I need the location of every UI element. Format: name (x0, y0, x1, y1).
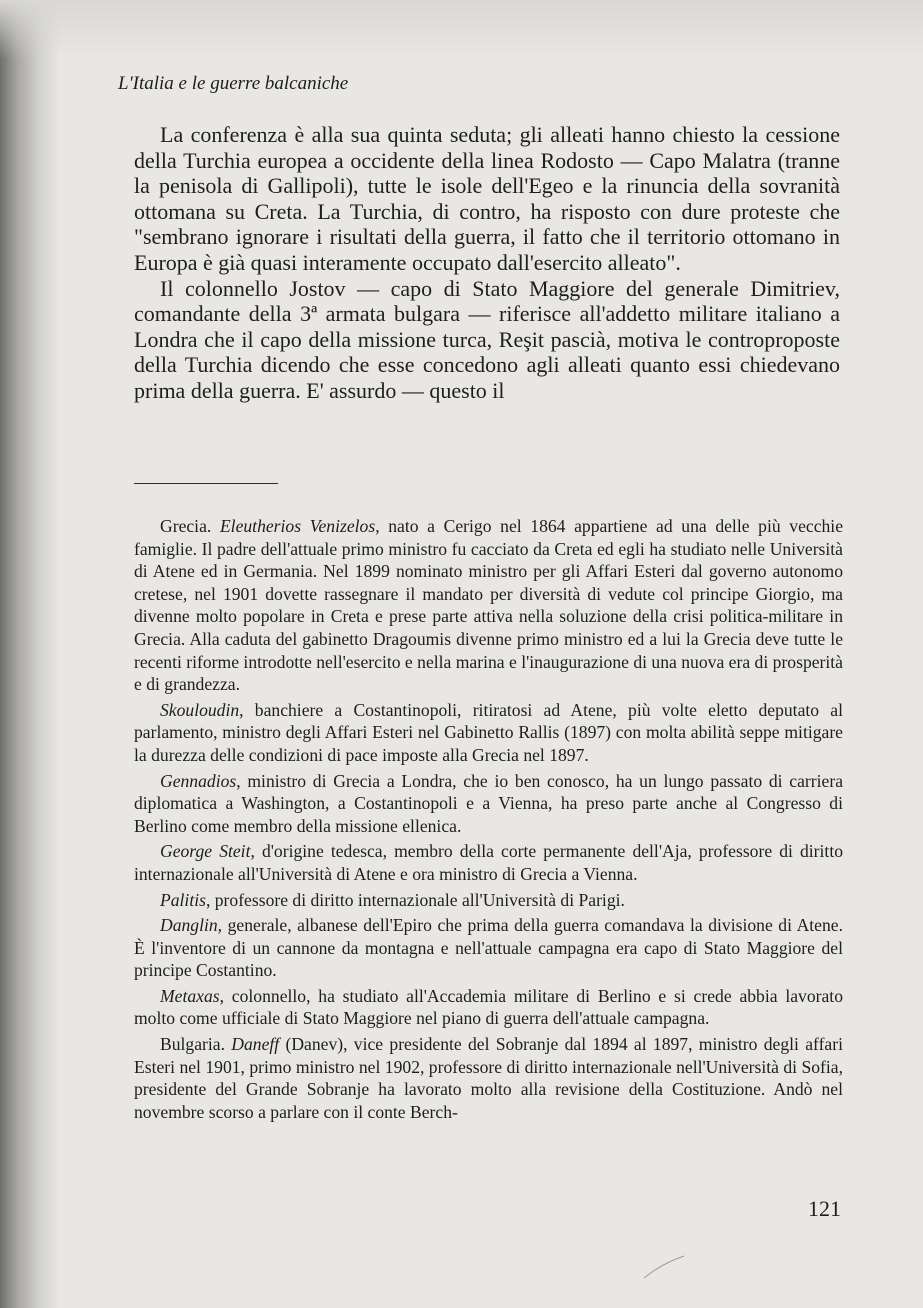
footnote (134, 515, 843, 696)
footnote-separator (134, 483, 278, 484)
footnotes (134, 515, 843, 1126)
footnote (134, 840, 843, 885)
footnote-text: , nato a Cerigo nel 1864 appartiene ad una delle più vecchie famiglie. Il padre dell'attuale primo ministro fu cacciato da Creta ed egli ha studiato nelle Università di Atene ed in Germania. Nel 1899 nominato ministro per gli Affari Esteri dal governo autonomo cretese, nel 1901 dovette rassegnare il mandato per diversità di vedute col principe Giorgio, ma divenne molto popolare in Creta e prese parte attiva nella soluzione della crisi politica-militare in Grecia. Alla caduta del gabinetto Dragoumis divenne primo ministro ed a lui la Grecia deve tutte le recenti riforme introdotte nell'esercito e nella marina e l'inaugurazione di una nuova era di prosperità e di grandezza. (134, 516, 844, 695)
footnote-name: Daneff (231, 1034, 280, 1055)
footnote-name: George Steit (160, 841, 251, 862)
footnote-text: , colonnello, ha studiato all'Accademia militare di Berlino e si crede abbia lavorato molto come ufficiale di Stato Maggiore nel piano di guerra dell'attuale campagna. (134, 985, 843, 1029)
footnote-name: Danglin (160, 915, 218, 936)
footnote-lead: Bulgaria. (160, 1034, 232, 1055)
footnote (134, 914, 843, 982)
page-number: 121 (808, 1196, 841, 1221)
running-head: L'Italia e le guerre balcaniche (118, 73, 349, 94)
footnote-name: Skouloudin (160, 699, 240, 720)
footnote (134, 770, 843, 838)
footnote-text: , banchiere a Costantinopoli, ritiratosi ad Atene, più volte eletto deputato al parlamento, ministro degli Affari Esteri nel Gabinetto Rallis (1897) con molta abilità seppe mitigare la durezza delle condizioni di pace imposte alla Grecia nel 1897. (134, 699, 843, 765)
footnote (134, 1033, 843, 1123)
page-gutter-shadow (0, 0, 60, 1308)
body-paragraph: La conferenza è alla sua quinta seduta; gli alleati hanno chiesto la cessione della Turchia europea a occidente della linea Rodosto — Capo Malatra (tranne la penisola di Gallipoli), tutte le isole dell'Egeo e la rinuncia della sovranità ottomana su Creta. La Turchia, di contro, ha risposto con dure proteste che "sembrano ignorare i risultati della guerra, il fatto che il territorio ottomano in Europa è già quasi interamente occupato dall'esercito alleato". (134, 122, 840, 275)
body-paragraph: Il colonnello Jostov — capo di Stato Maggiore del generale Dimitriev, comandante della 3ª armata bulgara — riferisce all'addetto militare italiano a Londra che il capo della missione turca, Reşit pascià, motiva le controproposte della Turchia dicendo che esse concedono agli alleati quanto essi chiedevano prima della guerra. E' assurdo — questo il (134, 275, 840, 403)
footnote-name: Eleutherios Venizelos (219, 516, 376, 536)
footnote-text: , ministro di Grecia a Londra, che io ben conosco, ha un lungo passato di carriera diplomatica a Washington, a Costantinopoli e a Vienna, ha preso parte anche al Congresso di Berlino come membro della missione ellenica. (134, 770, 843, 836)
footnote (134, 985, 843, 1030)
footnote-text: (Danev), vice presidente del Sobranje dal 1894 al 1897, ministro degli affari Esteri nel 1901, primo ministro nel 1902, professore di diritto internazionale nell'Università di Sofia, presidente del Grande Sobranje ha lavorato molto alla revisione della Costituzione. Andò nel novembre scorso a parlare con il conte Berch- (134, 1034, 843, 1122)
footnote-text: , d'origine tedesca, membro della corte permanente dell'Aja, professore di diritto internazionale all'Università di Atene e ora ministro di Grecia a Vienna. (134, 841, 844, 884)
footnote-lead: Grecia. (160, 516, 220, 536)
footnote-text: , generale, albanese dell'Epiro che prima della guerra comandava la divisione di Atene. È l'inventore di un cannone da montagna e nell'attuale campagna era capo di Stato Maggiore del principe Costantino. (134, 915, 843, 981)
footnote-text: , professore di diritto internazionale all'Università di Parigi. (205, 889, 625, 910)
footnote-name: Palitis (160, 889, 206, 910)
footnote-name: Metaxas (160, 985, 220, 1006)
footnote (134, 699, 843, 767)
footnote (134, 889, 843, 912)
page-top-shadow (0, 0, 923, 60)
pencil-mark (640, 1252, 690, 1282)
footnote-name: Gennadios (160, 770, 237, 791)
main-text (134, 122, 840, 404)
